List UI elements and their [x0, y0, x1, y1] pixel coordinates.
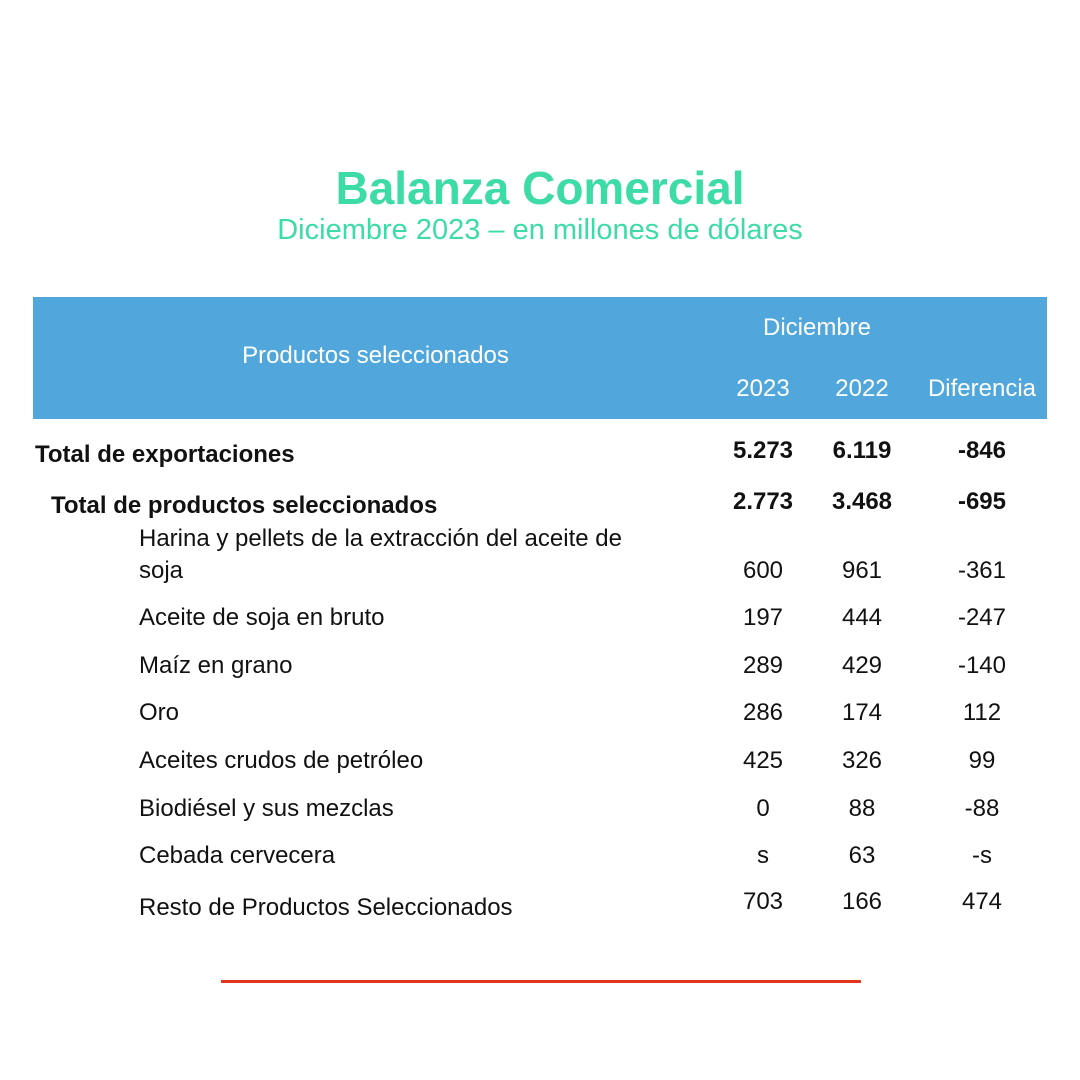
row-label: Maíz en grano: [139, 652, 293, 679]
cell-2022: 444: [841, 604, 883, 631]
cell-2023: s: [757, 842, 769, 869]
page-title: Balanza Comercial: [335, 162, 745, 214]
header-products-label: Productos seleccionados: [242, 342, 509, 369]
table-row: [0, 651, 1080, 683]
cell-difference: -361: [957, 557, 1007, 584]
header-col-difference: Diferencia: [927, 375, 1037, 402]
cell-2022: 6.119: [832, 437, 892, 464]
cell-difference: -846: [957, 437, 1007, 464]
row-label: Total de productos seleccionados: [51, 492, 438, 519]
page-subtitle: Diciembre 2023 – en millones de dólares: [277, 214, 803, 246]
row-label-line1: Harina y pellets de la extracción del aceite de: [139, 525, 622, 552]
header-month-label: Diciembre: [762, 314, 872, 341]
row-label-line2: soja: [139, 557, 184, 584]
table-row: [0, 887, 1080, 927]
cell-2022: 63: [848, 842, 876, 869]
cell-2022: 3.468: [831, 488, 893, 515]
row-label: Aceite de soja en bruto: [139, 604, 385, 631]
cell-difference: -695: [957, 488, 1007, 515]
header-col-2023: 2023: [736, 375, 790, 402]
accent-divider-line: [221, 980, 861, 983]
cell-2022: 961: [841, 557, 883, 584]
cell-difference: 99: [968, 747, 996, 774]
table-header: [33, 297, 1047, 419]
table-row: [0, 698, 1080, 730]
row-label: Total de exportaciones: [35, 441, 295, 468]
cell-2022: 326: [841, 747, 883, 774]
row-label: Resto de Productos Seleccionados: [139, 894, 513, 921]
cell-2022: 429: [841, 652, 883, 679]
cell-2022: 166: [841, 888, 883, 915]
cell-2023: 2.773: [732, 488, 794, 515]
cell-2022: 174: [841, 699, 883, 726]
cell-2023: 0: [756, 795, 770, 822]
table-row: [0, 794, 1080, 826]
cell-difference: -88: [964, 795, 1000, 822]
cell-difference: -s: [972, 842, 992, 869]
row-label: Cebada cervecera: [139, 842, 336, 869]
row-label: Oro: [139, 699, 180, 726]
cell-2023: 425: [742, 747, 784, 774]
table-row: [0, 524, 1080, 588]
cell-2022: 88: [848, 795, 876, 822]
cell-2023: 600: [742, 557, 784, 584]
row-label: Biodiésel y sus mezclas: [139, 795, 394, 822]
cell-2023: 286: [742, 699, 784, 726]
cell-difference: -247: [957, 604, 1007, 631]
cell-difference: 112: [962, 699, 1002, 726]
table-row: [0, 603, 1080, 635]
cell-difference: -140: [957, 652, 1007, 679]
cell-difference: 474: [961, 888, 1003, 915]
cell-2023: 703: [742, 888, 784, 915]
row-label: Aceites crudos de petróleo: [139, 747, 424, 774]
table-row-total-selected: [0, 487, 1080, 527]
cell-2023: 289: [742, 652, 784, 679]
cell-2023: 5.273: [732, 437, 794, 464]
table-row: [0, 841, 1080, 873]
cell-2023: 197: [742, 604, 784, 631]
header-col-2022: 2022: [835, 375, 889, 402]
table-row: [0, 746, 1080, 778]
